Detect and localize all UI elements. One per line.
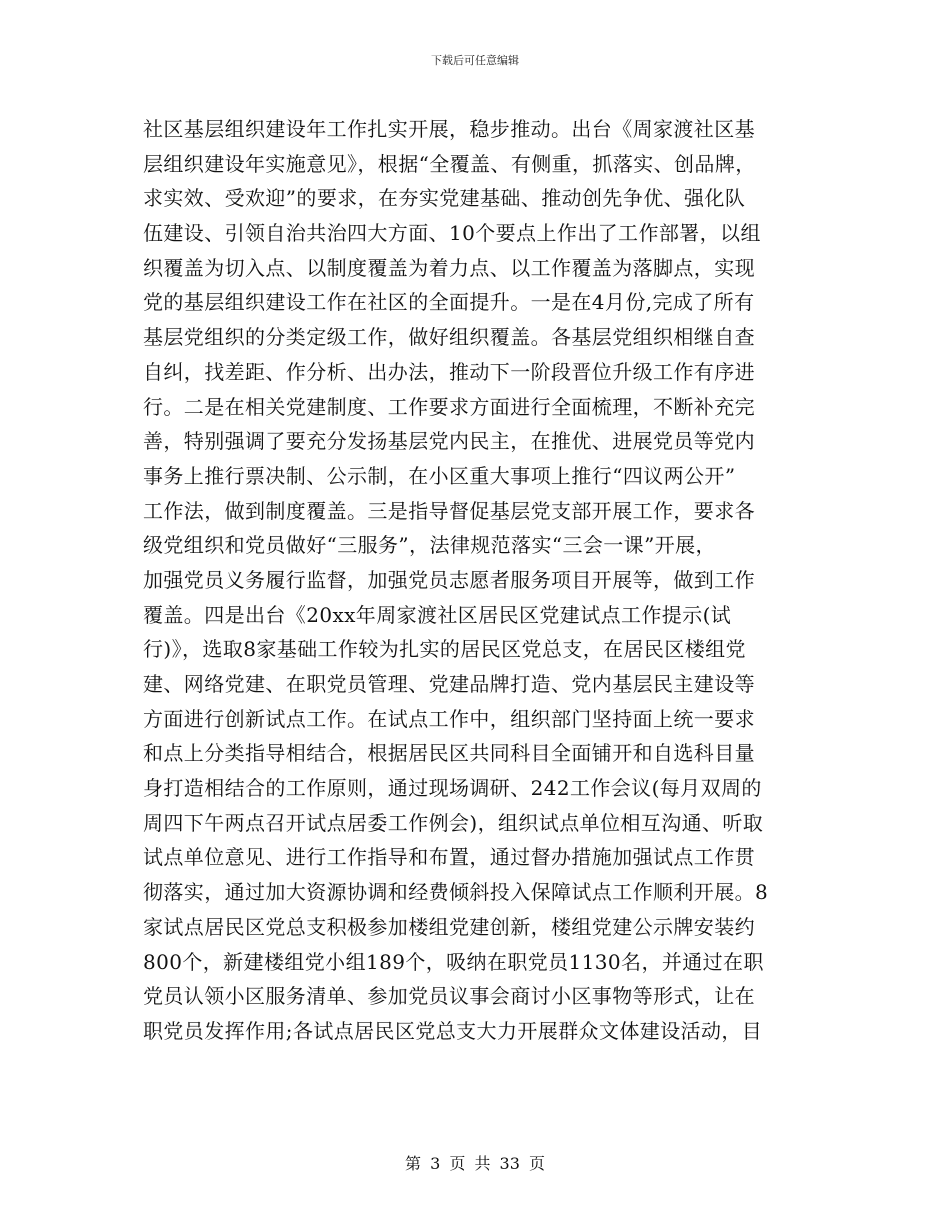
text-line: 职党员发挥作用;各试点居民区党总支大力开展群众文体建设活动，目 bbox=[143, 1018, 763, 1043]
text-line: 彻落实，通过加大资源协调和经费倾斜投入保障试点工作顺利开展。8 bbox=[143, 880, 769, 905]
text-line: 800个，新建楼组党小组189个，吸纳在职党员1130名，并通过在职 bbox=[143, 949, 764, 974]
text-line: 自纠，找差距、作分析、出办法，推动下一阶段晋位升级工作有序进 bbox=[143, 359, 755, 384]
text-line: 党员认领小区服务清单、参加党员议事会商讨小区事物等形式，让在 bbox=[143, 984, 755, 1009]
text-line: 基层党组织的分类定级工作，做好组织覆盖。各基层党组织相继自查 bbox=[143, 325, 755, 350]
text-line: 周四下午两点召开试点居委工作例会)，组织试点单位相互沟通、听取 bbox=[143, 810, 764, 835]
text-line: 加强党员义务履行监督，加强党员志愿者服务项目开展等，做到工作 bbox=[143, 567, 755, 592]
text-line: 行)》，选取8家基础工作较为扎实的居民区党总支，在居民区楼组党 bbox=[143, 637, 746, 662]
text-line: 事务上推行票决制、公示制，在小区重大事项上推行“四议两公开” bbox=[143, 463, 736, 488]
text-line: 身打造相结合的工作原则，通过现场调研、242工作会议(每月双周的 bbox=[143, 776, 762, 801]
text-line: 社区基层组织建设年工作扎实开展，稳步推动。出台《周家渡社区基 bbox=[143, 117, 755, 141]
text-line: 和点上分类指导相结合，根据居民区共同科目全面铺开和自选科目量 bbox=[143, 741, 755, 766]
text-line: 级党组织和党员做好“三服务”，法律规范落实“三会一课”开展， bbox=[143, 533, 716, 558]
text-line: 善，特别强调了要充分发扬基层党内民主，在推优、进展党员等党内 bbox=[143, 429, 755, 454]
body-text bbox=[143, 112, 808, 1049]
page-number-footer: 第 3 页 共 33 页 bbox=[405, 1154, 545, 1173]
text-line: 织覆盖为切入点、以制度覆盖为着力点、以工作覆盖为落脚点，实现 bbox=[143, 255, 755, 280]
text-line: 试点单位意见、进行工作指导和布置，通过督办措施加强试点工作贯 bbox=[143, 845, 755, 870]
text-line: 建、网络党建、在职党员管理、党建品牌打造、党内基层民主建设等 bbox=[143, 672, 755, 696]
text-line: 覆盖。四是出台《20xx年周家渡社区居民区党建试点工作提示(试 bbox=[143, 602, 732, 627]
text-line: 求实效、受欢迎”的要求，在夯实党建基础、推动创先争优、强化队 bbox=[143, 186, 746, 211]
text-line: 方面进行创新试点工作。在试点工作中，组织部门坚持面上统一要求 bbox=[143, 706, 755, 731]
text-line: 行。二是在相关党建制度、工作要求方面进行全面梳理，不断补充完 bbox=[143, 394, 755, 419]
page-header: 下载后可任意编辑 bbox=[431, 54, 519, 67]
text-line: 工作法，做到制度覆盖。三是指导督促基层党支部开展工作，要求各 bbox=[143, 498, 755, 523]
text-line: 家试点居民区党总支积极参加楼组党建创新，楼组党建公示牌安装约 bbox=[143, 914, 755, 939]
text-line: 伍建设、引领自治共治四大方面、10个要点上作出了工作部署，以组 bbox=[143, 221, 761, 246]
text-line: 层组织建设年实施意见》，根据“全覆盖、有侧重，抓落实、创品牌， bbox=[143, 151, 756, 176]
text-line: 党的基层组织建设工作在社区的全面提升。一是在4月份,完成了所有 bbox=[143, 290, 755, 315]
